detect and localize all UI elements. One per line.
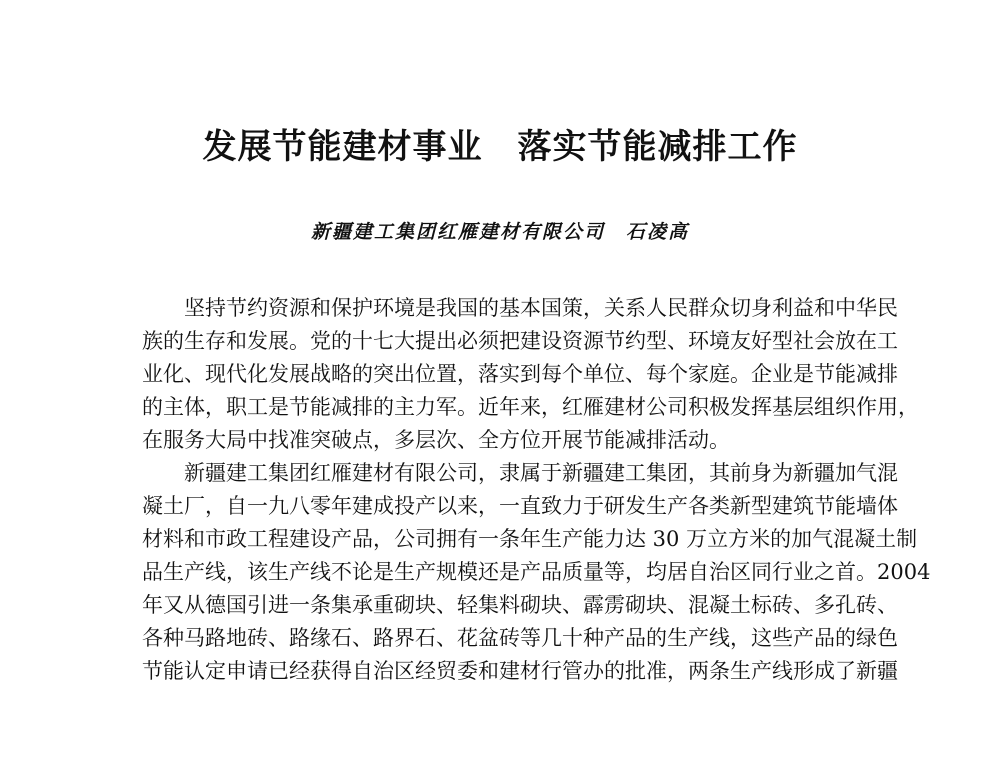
paragraph-1 [142,292,919,457]
text-line: 品生产线，该生产线不论是生产规模还是产品质量等，均居自治区同行业之首。2004 [142,560,931,584]
text-line: 族的生存和发展。党的十七大提出必须把建设资源节约型、环境友好型社会放在工 [142,329,898,353]
author-byline: 新疆建工集团红雁建材有限公司 石凌高 [310,221,689,243]
text-line: 业化、现代化发展战略的突出位置，落实到每个单位、每个家庭。企业是节能减排 [142,362,898,386]
text-line: 材料和市政工程建设产品，公司拥有一条年生产能力达 30 万立方米的加气混凝土制 [142,527,918,551]
article-body [142,292,931,688]
text-line: 各种马路地砖、路缘石、路界石、花盆砖等几十种产品的生产线，这些产品的绿色 [142,626,898,650]
text-line: 在服务大局中找准突破点，多层次、全方位开展节能减排活动。 [142,428,730,452]
text-line: 年又从德国引进一条集承重砌块、轻集料砌块、霹雳砌块、混凝土标砖、多孔砖、 [142,593,898,617]
article-title: 发展节能建材事业 落实节能减排工作 [202,127,798,167]
text-line: 坚持节约资源和保护环境是我国的基本国策，关系人民群众切身利益和中华民 [184,296,898,320]
text-line: 新疆建工集团红雁建材有限公司，隶属于新疆建工集团，其前身为新疆加气混 [184,461,898,485]
text-line: 的主体，职工是节能减排的主力军。近年来，红雁建材公司积极发挥基层组织作用， [142,395,919,419]
text-line: 节能认定申请已经获得自治区经贸委和建材行管办的批准，两条生产线形成了新疆 [142,659,898,683]
paragraph-2 [142,457,931,688]
text-line: 凝土厂，自一九八零年建成投产以来，一直致力于研发生产各类新型建筑节能墙体 [142,494,898,518]
